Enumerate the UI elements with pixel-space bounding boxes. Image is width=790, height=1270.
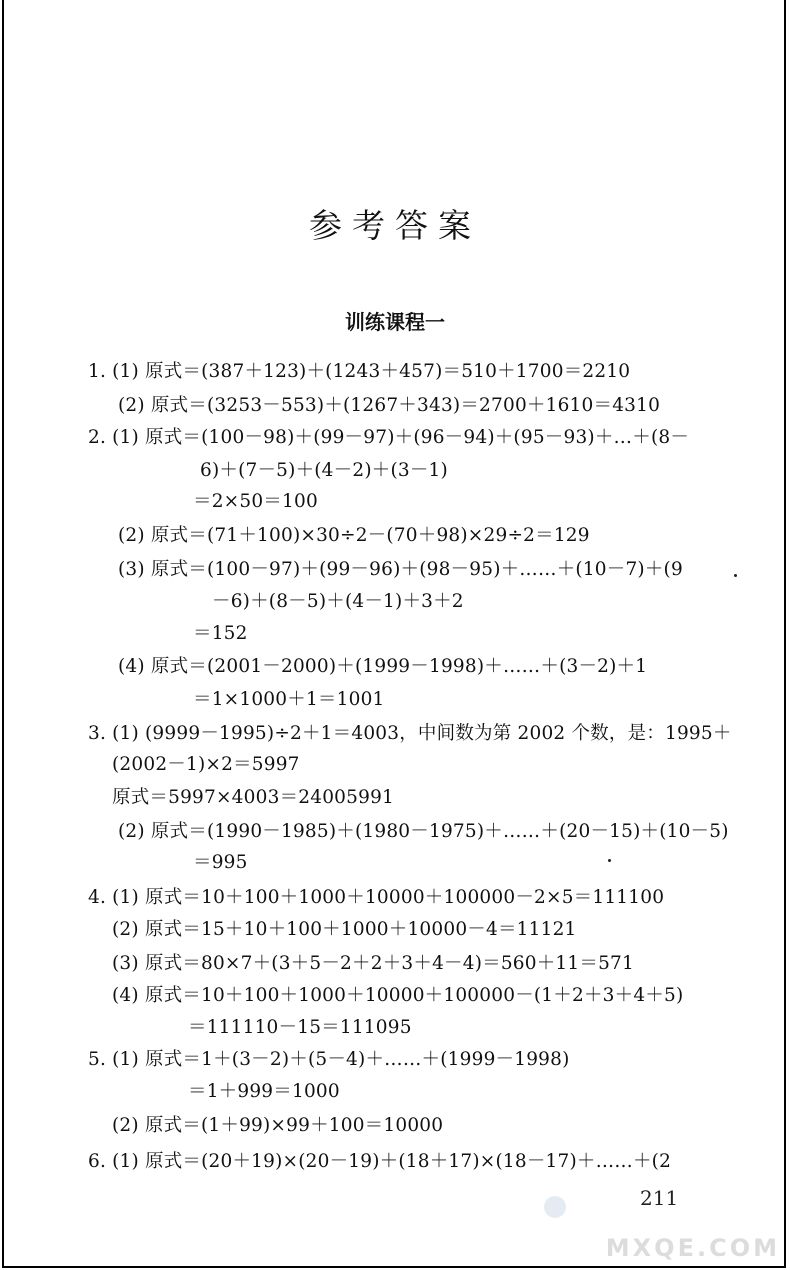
answer-line: ＝2×50＝100 bbox=[193, 491, 318, 512]
answer-line: (2) 原式＝(3253－553)＋(1267＋343)＝2700＋1610＝4310 bbox=[118, 395, 661, 416]
answer-line: ＝1×1000＋1＝1001 bbox=[193, 689, 385, 710]
answer-line: (3) 原式＝(100－97)＋(99－96)＋(98－95)＋……＋(10－7)＋(9 bbox=[118, 559, 683, 580]
answer-line: ＝1＋999＝1000 bbox=[188, 1081, 340, 1102]
page-title: 参考答案 bbox=[309, 206, 481, 245]
page-frame bbox=[2, 0, 786, 1268]
answer-line: 6)＋(7－5)＋(4－2)＋(3－1) bbox=[200, 460, 448, 481]
answer-line: (2) 原式＝15＋10＋100＋1000＋10000－4＝11121 bbox=[112, 919, 577, 940]
answer-line: (4) 原式＝10＋100＋1000＋10000＋100000－(1＋2＋3＋4＋5) bbox=[112, 985, 684, 1006]
page-number: 211 bbox=[640, 1186, 679, 1210]
answer-line: (2002－1)×2＝5997 bbox=[112, 754, 300, 775]
answer-line: 4. (1) 原式＝10＋100＋1000＋10000＋100000－2×5＝111100 bbox=[88, 887, 665, 908]
answer-line: 6. (1) 原式＝(20＋19)×(20－19)＋(18＋17)×(18－17)＋……＋(2 bbox=[88, 1151, 672, 1172]
answer-line: ＝111110－15＝111095 bbox=[188, 1017, 412, 1038]
answer-line: 3. (1) (9999－1995)÷2＋1＝4003，中间数为第 2002 个数，是：1995＋ bbox=[88, 723, 732, 744]
answer-line: 2. (1) 原式＝(100－98)＋(99－97)＋(96－94)＋(95－93)＋…＋(8－ bbox=[88, 427, 690, 448]
answer-line: (3) 原式＝80×7＋(3＋5－2＋2＋3＋4－4)＝560＋11＝571 bbox=[112, 953, 634, 974]
answer-line: －6)＋(8－5)＋(4－1)＋3＋2 bbox=[212, 591, 464, 612]
answer-line: (2) 原式＝(71＋100)×30÷2－(70＋98)×29÷2＝129 bbox=[118, 525, 590, 546]
answer-line: 原式＝5997×4003＝24005991 bbox=[112, 787, 395, 808]
watermark-icon bbox=[544, 1196, 566, 1218]
answer-line: ＝995 bbox=[193, 852, 248, 873]
watermark-text: MXQE.COM bbox=[605, 1234, 780, 1262]
answer-line: 5. (1) 原式＝1＋(3－2)＋(5－4)＋……＋(1999－1998) bbox=[88, 1049, 570, 1070]
answer-line: (2) 原式＝(1＋99)×99＋100＝10000 bbox=[112, 1115, 444, 1136]
answer-line: (4) 原式＝(2001－2000)＋(1999－1998)＋……＋(3－2)＋1 bbox=[118, 656, 648, 677]
section-title: 训练课程一 bbox=[345, 310, 445, 334]
answer-line: 1. (1) 原式＝(387＋123)＋(1243＋457)＝510＋1700＝2210 bbox=[88, 361, 631, 382]
answer-line: ＝152 bbox=[193, 623, 248, 644]
stray-mark bbox=[734, 574, 737, 577]
answer-line: (2) 原式＝(1990－1985)＋(1980－1975)＋……＋(20－15)＋(10－5) bbox=[118, 821, 729, 842]
stray-mark bbox=[608, 859, 611, 862]
watermark-logo bbox=[540, 1170, 780, 1262]
